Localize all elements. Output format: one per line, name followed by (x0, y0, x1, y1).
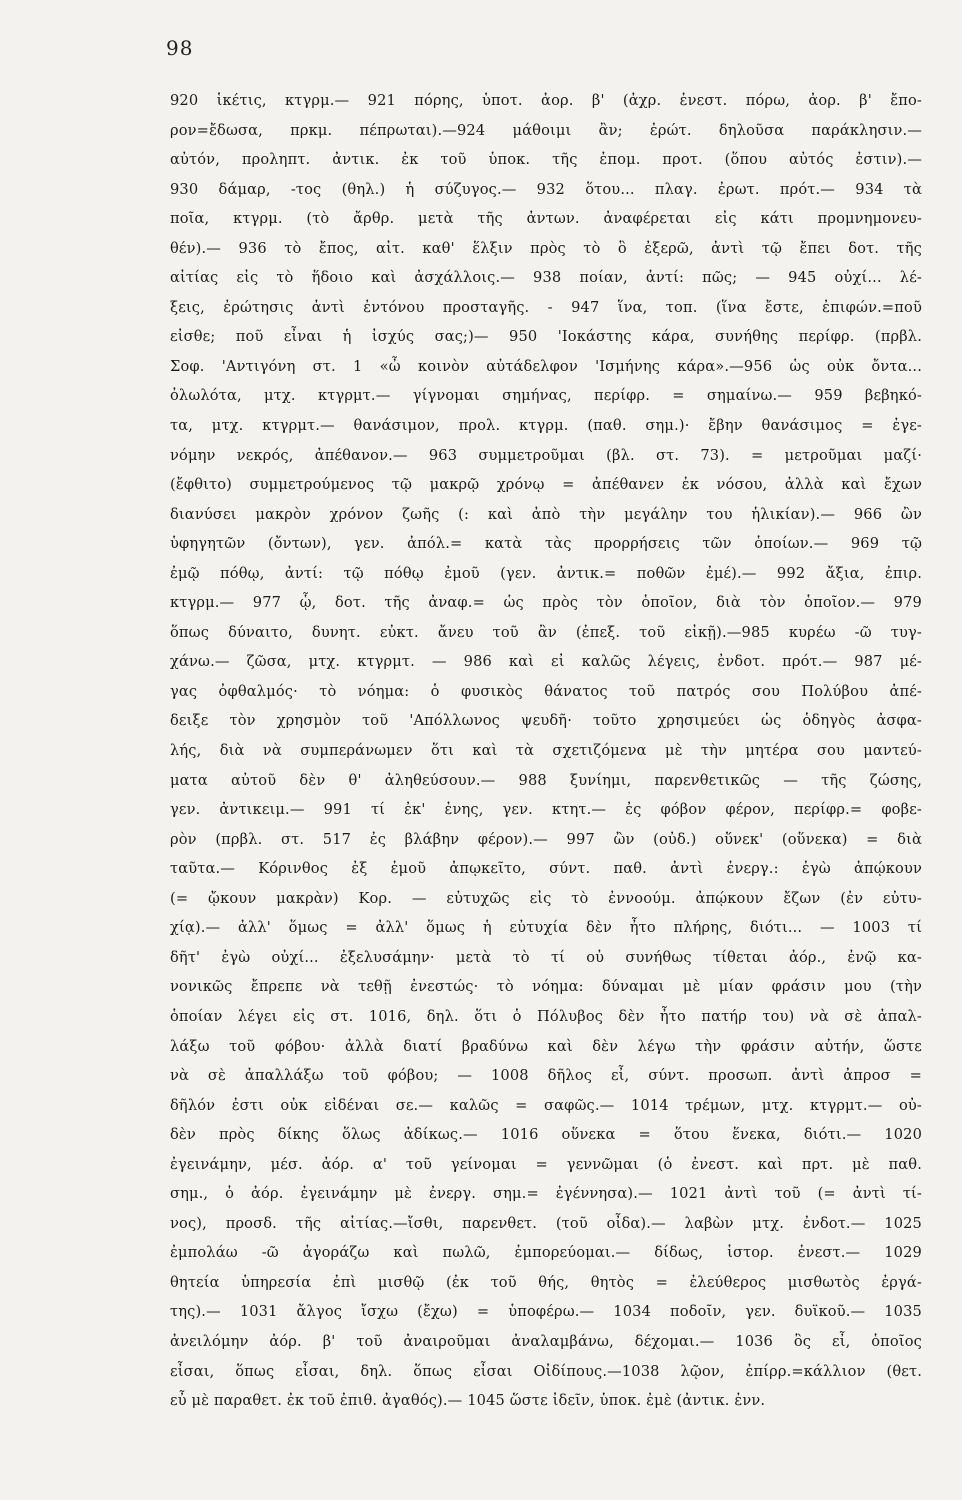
text-line: δειξε τὸν χρησμὸν τοῦ 'Απόλλωνος ψευδῆ· τοῦτο χρησιμεύει ὡς ὁδηγὸς ἀσφα- (170, 712, 922, 730)
text-line: της).— 1031 ἄλγος ἴσχω (ἔχω) = ὑποφέρω.— 1034 ποδοῖν, γεν. δυϊκοῦ.— 1035 (170, 1303, 922, 1321)
text-line: 920 ἱκέτις, κτγρμ.— 921 πόρης, ὑποτ. ἀορ. β' (ἀχρ. ἐνεστ. πόρω, ἀορ. β' ἔπο- (170, 92, 922, 109)
text-line: χάνω.— ζῶσα, μτχ. κτγρμτ. — 986 καὶ εἰ καλῶς λέγεις, ἐνδοτ. πρότ.— 987 μέ- (170, 653, 922, 671)
text-line: ὁποίαν λέγει εἰς στ. 1016, δηλ. ὅτι ὁ Πόλυβος δὲν ἦτο πατήρ του) νὰ σὲ ἀπαλ- (170, 1007, 922, 1025)
text-line: αὐτόν, προληπτ. ἀντικ. ἐκ τοῦ ὑποκ. τῆς ἐπομ. προτ. (ὅπου αὐτός ἐστιν).— (170, 151, 922, 169)
text-line: 930 δάμαρ, -τος (θηλ.) ἡ σύζυγος.— 932 ὅτου... πλαγ. ἐρωτ. πρότ.— 934 τὰ (170, 180, 922, 198)
text-line: ἐμῷ πόθῳ, ἀντί: τῷ πόθῳ ἐμοῦ (γεν. ἀντικ.= ποθῶν ἐμέ).— 992 ἄξια, ἐπιρ. (170, 564, 922, 582)
text-line: γεν. ἀντικειμ.— 991 τί ἐκ' ἐνης, γεν. κτητ.— ἐς φόβον φέρον, περίφρ.= φοβε- (170, 801, 922, 819)
text-line: τα, μτχ. κτγρμτ.— θανάσιμον, προλ. κτγρμ. (παθ. σημ.)· ἔβην θανάσιμος = ἐγε- (170, 417, 922, 435)
text-line: ρὸν (πρβλ. στ. 517 ἐς βλάβην φέρον).— 997 ὢν (οὐδ.) οὕνεκ' (οὕνεκα) = διὰ (170, 830, 922, 848)
text-line: (= ᾤκουν μακρὰν) Κορ. — εὐτυχῶς εἰς τὸ ἐννοούμ. ἀπῴκουν ἔζων (ἐν εὐτυ- (170, 889, 922, 907)
text-line: ὅπως δύναιτο, δυνητ. εὐκτ. ἄνευ τοῦ ἂν (ἐπεξ. τοῦ εἰκῇ).—985 κυρέω -ῶ τυγ- (170, 623, 922, 641)
text-line: λάξω τοῦ φόβου· ἀλλὰ διατί βραδύνω καὶ δὲν λέγω τὴν φράσιν αὐτήν, ὥστε (170, 1037, 922, 1055)
text-line: εὖ μὲ παραθετ. ἐκ τοῦ ἐπιθ. ἀγαθός).— 1045 ὥστε ἰδεῖν, ὑποκ. ἐμὲ (ἀντικ. ἐνν. (170, 1392, 766, 1410)
text-line: λής, διὰ νὰ συμπεράνωμεν ὅτι καὶ τὰ σχετιζόμενα μὲ τὴν μητέρα σου μαντεύ- (170, 742, 922, 760)
page-number: 98 (166, 36, 194, 60)
text-line: γας ὀφθαλμός· τὸ νόημα: ὁ φυσικὸς θάνατος τοῦ πατρός σου Πολύβου ἀπέ- (170, 682, 922, 700)
text-line: χίᾳ).— ἀλλ' ὅμως = ἀλλ' ὅμως ἡ εὐτυχία δὲν ἦτο πλήρης, διότι... — 1003 τί (170, 919, 922, 937)
text-line: νος), προσδ. τῆς αἰτίας.—ἴσθι, παρενθετ. (τοῦ οἶδα).— λαβὼν μτχ. ἐνδοτ.— 1025 (170, 1214, 922, 1232)
text-line: δῆτ' ἐγὼ οὐχί... ἐξελυσάμην· μετὰ τὸ τί οὐ συνήθως τίθεται ἀόρ., ἐνῷ κα- (170, 948, 922, 966)
text-line: θητεία ὑπηρεσία ἐπὶ μισθῷ (ἐκ τοῦ θής, θητὸς = ἐλεύθερος μισθωτὸς ἐργά- (170, 1273, 922, 1291)
commentary-text-block (170, 86, 922, 1416)
text-line: Σοφ. 'Αντιγόνη στ. 1 «ὦ κοινὸν αὐτάδελφον 'Ισμήνης κάρα».—956 ὡς οὐκ ὄντα... (170, 357, 922, 375)
text-line: ματα αὐτοῦ δὲν θ' ἀληθεύσουν.— 988 ξυνίημι, παρενθετικῶς — τῆς ζώσης, (170, 771, 922, 789)
text-line: δὲν πρὸς δίκης ὅλως ἀδίκως.— 1016 οὕνεκα = ὅτου ἕνεκα, διότι.— 1020 (170, 1126, 922, 1144)
text-line: νὰ σὲ ἀπαλλάξω τοῦ φόβου; — 1008 δῆλος εἶ, σύντ. προσωπ. ἀντὶ ἀπροσ = (170, 1067, 922, 1085)
text-line: δῆλόν ἐστι οὐκ εἰδέναι σε.— καλῶς = σαφῶς.— 1014 τρέμων, μτχ. κτγρμτ.— οὐ- (170, 1096, 922, 1114)
text-line: θέν).— 936 τὸ ἔπος, αἰτ. καθ' ἕλξιν πρὸς τὸ ὃ ἐξερῶ, ἀντὶ τῷ ἔπει δοτ. τῆς (170, 239, 922, 257)
text-line: κτγρμ.— 977 ᾧ, δοτ. τῆς ἀναφ.= ὡς πρὸς τὸν ὁποῖον, διὰ τὸν ὁποῖον.— 979 (170, 594, 922, 612)
text-line: (ἔφθιτο) συμμετρούμενος τῷ μακρῷ χρόνῳ = ἀπέθανεν ἐκ νόσου, ἀλλὰ καὶ ἔχων (170, 476, 922, 494)
text-line: ὀλωλότα, μτχ. κτγρμτ.— γίγνομαι σημήνας, περίφρ. = σημαίνω.— 959 βεβηκό- (170, 387, 922, 405)
text-line: ξεις, ἐρώτησις ἀντὶ ἐντόνου προσταγῆς. - 947 ἵνα, τοπ. (ἵνα ἔστε, ἐπιφών.=ποῦ (170, 298, 922, 316)
text-line: διανύσει μακρὸν χρόνον ζωῆς (: καὶ ἀπὸ τὴν μεγάλην του ἡλικίαν).— 966 ὢν (170, 505, 922, 523)
text-line: εἶσαι, ὅπως εἶσαι, δηλ. ὅπως εἶσαι Οἰδίπους.—1038 λῷον, ἐπίρρ.=κάλλιον (θετ. (170, 1362, 922, 1380)
text-line: ποῖα, κτγρμ. (τὸ ἄρθρ. μετὰ τῆς ἀντων. ἀναφέρεται εἰς κάτι προμνημονευ- (170, 210, 922, 228)
text-line: ταῦτα.— Κόρινθος ἐξ ἐμοῦ ἀπῳκεῖτο, σύντ. παθ. ἀντὶ ἐνεργ.: ἐγὼ ἀπῴκουν (170, 860, 922, 878)
text-line: αἰτίας εἰς τὸ ἥδοιο καὶ ἀσχάλλοις.— 938 ποίαν, ἀντί: πῶς; — 945 οὐχί... λέ- (170, 269, 922, 287)
text-line: ἐμπολάω -ῶ ἀγοράζω καὶ πωλῶ, ἐμπορεύομαι.— δίδως, ἱστορ. ἐνεστ.— 1029 (170, 1244, 922, 1262)
text-line: σημ., ὁ ἀόρ. ἐγεινάμην μὲ ἐνεργ. σημ.= ἐγέννησα).— 1021 ἀντὶ τοῦ (= ἀντὶ τί- (170, 1185, 922, 1203)
text-line: νονικῶς ἔπρεπε νὰ τεθῇ ἐνεστώς· τὸ νόημα: δύναμαι μὲ μίαν φράσιν μου (τὴν (170, 978, 922, 996)
text-line: νόμην νεκρός, ἀπέθανον.— 963 συμμετροῦμαι (βλ. στ. 73). = μετροῦμαι μαζί· (170, 446, 922, 464)
text-line: εἰσθε; ποῦ εἶναι ἡ ἰσχύς σας;)— 950 'Ιοκάστης κάρα, συνήθης περίφρ. (πρβλ. (170, 328, 922, 346)
text-line: ἐγεινάμην, μέσ. ἀόρ. α' τοῦ γείνομαι = γεννῶμαι (ὁ ἐνεστ. καὶ πρτ. μὲ παθ. (170, 1155, 922, 1173)
text-line: ὑφηγητῶν (ὄντων), γεν. ἀπόλ.= κατὰ τὰς προρρήσεις τῶν ὁποίων.— 969 τῷ (170, 535, 922, 553)
text-line: ρον=ἔδωσα, πρκμ. πέπρωται).—924 μάθοιμι ἂν; ἐρώτ. δηλοῦσα παράκλησιν.— (170, 121, 922, 139)
text-line: ἀνειλόμην ἀόρ. β' τοῦ ἀναιροῦμαι ἀναλαμβάνω, δέχομαι.— 1036 ὃς εἶ, ὁποῖος (170, 1332, 922, 1350)
